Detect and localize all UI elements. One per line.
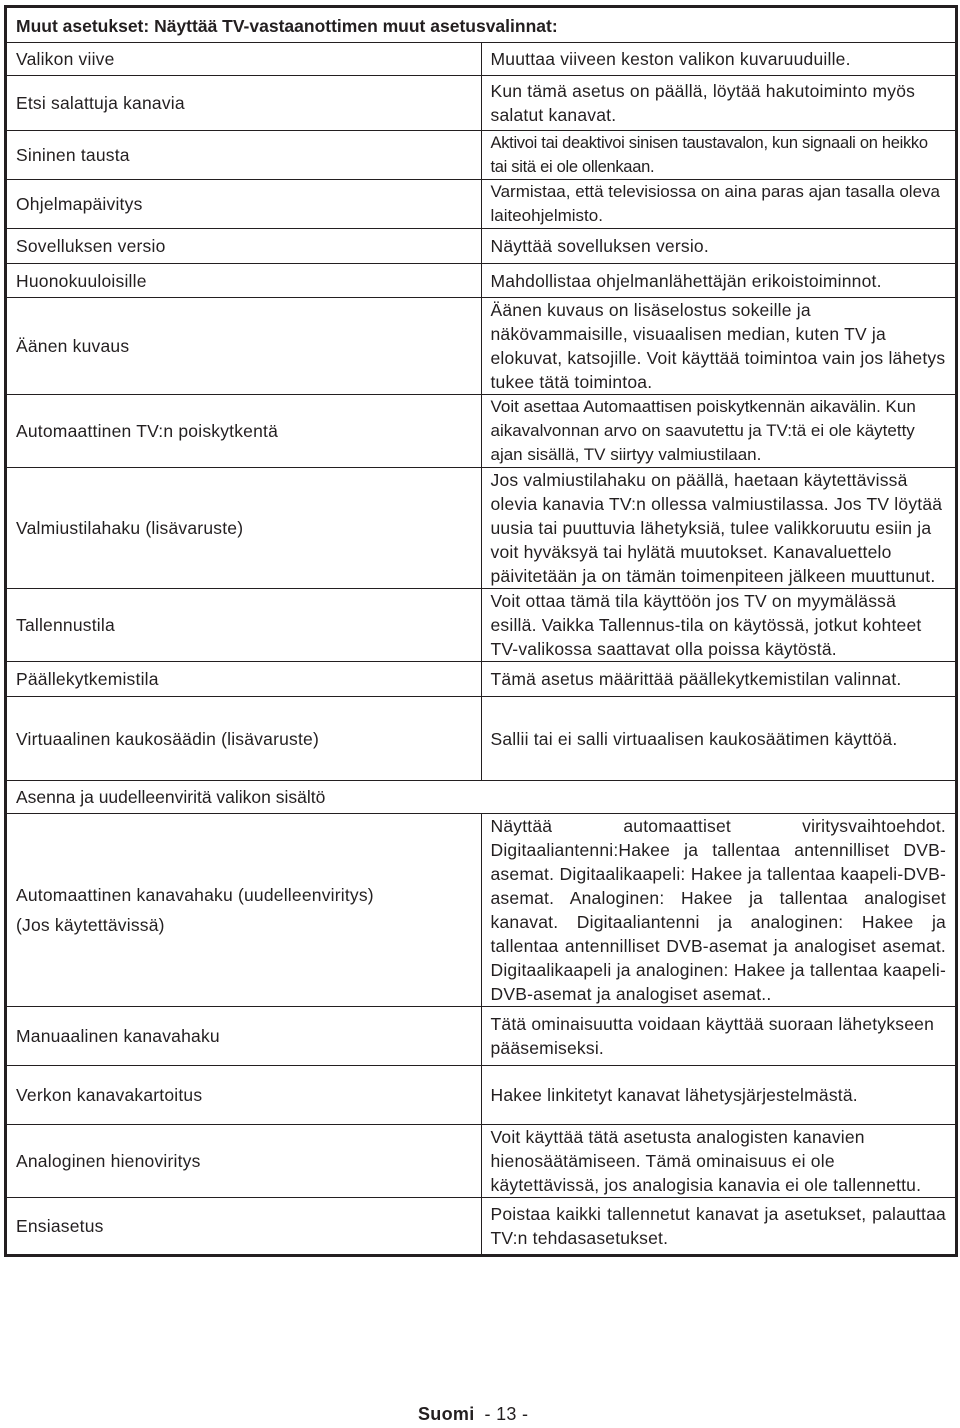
setting-label: Valikon viive: [7, 43, 482, 76]
setting-label: Manuaalinen kanavahaku: [7, 1007, 482, 1066]
setting-description: Voit ottaa tämä tila käyttöön jos TV on myymälässä esillä. Vaikka Tallennus-tila on käytössä, jotkut kohteet TV-valikossa saattavat olla poissa käytöstä.: [481, 589, 956, 662]
setting-label-note: (Jos käytettävissä): [16, 915, 165, 935]
table-row: [7, 662, 956, 697]
page-number: - 13 -: [484, 1404, 529, 1424]
setting-label: [7, 814, 482, 1007]
setting-label-text: Automaattinen kanavahaku (uudelleenviritys): [16, 885, 374, 905]
install-section-title: Asenna ja uudelleenviritä valikon sisältö: [7, 781, 956, 814]
setting-description: Sallii tai ei salli virtuaalisen kaukosäätimen käyttöä.: [481, 697, 956, 781]
table-row: [7, 229, 956, 264]
table-row: [7, 814, 956, 1007]
setting-label: Tallennustila: [7, 589, 482, 662]
setting-description: Tätä ominaisuutta voidaan käyttää suoraan lähetykseen pääsemiseksi.: [481, 1007, 956, 1066]
section-header-row: [7, 8, 956, 43]
setting-label: Ohjelmapäivitys: [7, 180, 482, 229]
settings-document: [4, 5, 958, 1257]
setting-description: Aktivoi tai deaktivoi sinisen taustavalon, kun signaali on heikko tai sitä ei ole ollenkaan.: [481, 131, 956, 180]
setting-label: Valmiustilahaku (lisävaruste): [7, 468, 482, 589]
table-row: [7, 589, 956, 662]
table-row: [7, 1125, 956, 1198]
table-row: [7, 264, 956, 298]
setting-description: Poistaa kaikki tallennetut kanavat ja asetukset, palauttaa TV:n tehdasasetukset.: [481, 1198, 956, 1255]
table-row: [7, 697, 956, 781]
setting-description: Varmistaa, että televisiossa on aina paras ajan tasalla oleva laiteohjelmisto.: [481, 180, 956, 229]
setting-label: Päällekytkemistila: [7, 662, 482, 697]
setting-label: Etsi salattuja kanavia: [7, 76, 482, 131]
setting-description: Mahdollistaa ohjelmanlähettäjän erikoistoiminnot.: [481, 264, 956, 298]
install-header-row: [7, 781, 956, 814]
table-row: [7, 468, 956, 589]
setting-description: Kun tämä asetus on päällä, löytää hakutoiminto myös salatut kanavat.: [481, 76, 956, 131]
table-row: [7, 1198, 956, 1255]
setting-description: Hakee linkitetyt kanavat lähetysjärjestelmästä.: [481, 1066, 956, 1125]
setting-label: Automaattinen TV:n poiskytkentä: [7, 395, 482, 468]
footer-language: Suomi: [418, 1404, 475, 1424]
setting-description: Voit asettaa Automaattisen poiskytkennän aikavälin. Kun aikavalvonnan arvo on saavutettu ja TV:tä ei ole käytetty ajan sisällä, TV siirtyy valmiustilaan.: [481, 395, 956, 468]
table-row: [7, 131, 956, 180]
setting-label: Ensiasetus: [7, 1198, 482, 1255]
settings-table: [6, 7, 956, 1255]
setting-description: Näyttää sovelluksen versio.: [481, 229, 956, 264]
page-footer: [418, 1404, 528, 1425]
setting-label: Virtuaalinen kaukosäädin (lisävaruste): [7, 697, 482, 781]
table-row: [7, 180, 956, 229]
table-row: [7, 1007, 956, 1066]
table-row: [7, 298, 956, 395]
setting-description: Jos valmiustilahaku on päällä, haetaan käytettävissä olevia kanavia TV:n ollessa valmiustilassa. Jos TV löytää uusia tai puuttuvia lähetyksiä, tulee valikkoruutu esiin ja voit hyväksyä tai hylätä muutokset. Kanavaluettelo päivitetään ja on tämän toimenpiteen jälkeen muuttunut.: [481, 468, 956, 589]
table-row: [7, 76, 956, 131]
table-row: [7, 1066, 956, 1125]
setting-description: Tämä asetus määrittää päällekytkemistilan valinnat.: [481, 662, 956, 697]
setting-label: Äänen kuvaus: [7, 298, 482, 395]
setting-description: Voit käyttää tätä asetusta analogisten kanavien hienosäätämiseen. Tämä ominaisuus ei ole käytettävissä, jos analogisia kanavia ei ole tallennettu.: [481, 1125, 956, 1198]
setting-description: Näyttää automaattiset viritysvaihtoehdot. Digitaaliantenni:Hakee ja tallentaa antennilliset DVB-asemat. Digitaalikaapeli: Hakee ja tallentaa kaapeli-DVB-asemat. Analoginen: Hakee ja tallentaa analogiset kanavat. Digitaaliantenni ja analoginen: Hakee ja tallentaa antennilliset DVB-asemat ja analogiset asemat. Digitaalikaapeli ja analoginen: Hakee ja tallentaa kaapeli-DVB-asemat ja analogiset asemat..: [481, 814, 956, 1007]
table-row: [7, 395, 956, 468]
table-row: [7, 43, 956, 76]
section-title: Muut asetukset: Näyttää TV-vastaanottimen muut asetusvalinnat:: [7, 8, 956, 43]
setting-label: Sovelluksen versio: [7, 229, 482, 264]
setting-label: Verkon kanavakartoitus: [7, 1066, 482, 1125]
setting-description: Äänen kuvaus on lisäselostus sokeille ja näkövammaisille, visuaalisen median, kuten TV ja elokuvat, katsojille. Voit käyttää toimintoa vain jos lähetys tukee tätä toimintoa.: [481, 298, 956, 395]
setting-description: Muuttaa viiveen keston valikon kuvaruuduille.: [481, 43, 956, 76]
setting-label: Sininen tausta: [7, 131, 482, 180]
setting-label: Analoginen hienoviritys: [7, 1125, 482, 1198]
setting-label: Huonokuuloisille: [7, 264, 482, 298]
